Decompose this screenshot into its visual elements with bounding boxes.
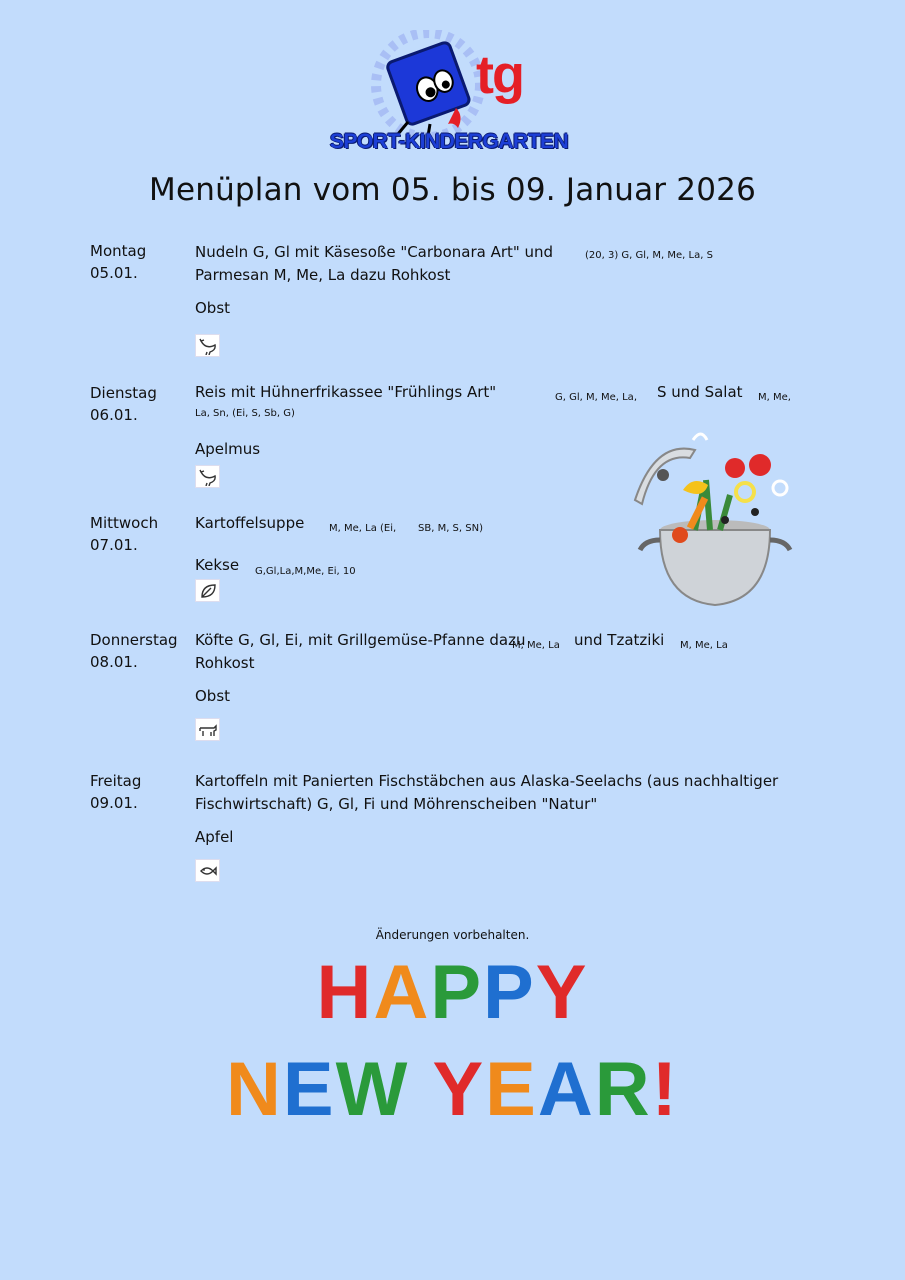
allergen-tuesday: G, Gl, M, Me, La, xyxy=(555,392,637,403)
day-thursday xyxy=(90,629,178,673)
side-thursday: Obst xyxy=(195,687,231,705)
cow-icon xyxy=(195,718,220,741)
leaf-icon xyxy=(195,579,220,602)
meal-thursday-tail: und Tzatziki xyxy=(574,631,665,649)
chicken-icon xyxy=(195,334,220,357)
day-name: Mittwoch xyxy=(90,514,159,532)
greeting-letter: Y xyxy=(432,1047,486,1132)
greeting-letter: E xyxy=(282,1047,336,1132)
allergen-wednesday-side: G,Gl,La,M,Me, Ei, 10 xyxy=(255,566,356,577)
cooking-pot-icon xyxy=(625,420,800,615)
day-date: 07.01. xyxy=(90,536,138,554)
meal-thursday-line1: Köfte G, Gl, Ei, mit Grillgemüse-Pfanne dazu xyxy=(195,631,526,649)
allergen-tuesday-line2: La, Sn, (Ei, S, Sb, G) xyxy=(195,408,295,419)
meal-friday-line2: Fischwirtschaft) G, Gl, Fi und Möhrenscheiben "Natur" xyxy=(195,795,598,813)
meal-tuesday-line1: Reis mit Hühnerfrikassee "Frühlings Art" xyxy=(195,383,497,401)
greeting-letter: R xyxy=(594,1047,652,1132)
greeting-letter: N xyxy=(226,1047,283,1132)
day-friday xyxy=(90,770,141,814)
day-name: Freitag xyxy=(90,772,142,790)
greeting-letter: W xyxy=(335,1047,410,1132)
greeting-letter: Y xyxy=(535,950,589,1035)
fish-icon xyxy=(195,859,220,882)
meal-text: Nudeln G, Gl mit Käsesoße "Carbonara Art" und xyxy=(195,243,554,261)
meal-friday-line1: Kartoffeln mit Panierten Fischstäbchen aus Alaska-Seelachs (aus nachhaltiger xyxy=(195,772,779,790)
greeting-letter: H xyxy=(316,950,374,1035)
side-monday: Obst xyxy=(195,299,231,317)
meal-monday-line1 xyxy=(195,241,553,264)
allergen-wednesday-2: SB, M, S, SN) xyxy=(418,523,483,534)
day-name: Dienstag xyxy=(90,384,157,402)
day-date: 08.01. xyxy=(90,653,138,671)
side-wednesday: Kekse xyxy=(195,556,240,574)
greeting-letter: A xyxy=(373,950,431,1035)
page-title: Menüplan vom 05. bis 09. Januar 2026 xyxy=(149,172,756,208)
day-date: 06.01. xyxy=(90,406,138,424)
greeting-letter: E xyxy=(485,1047,538,1132)
allergen-thursday: M, Me, La xyxy=(512,640,560,651)
meal-wednesday-line1: Kartoffelsuppe xyxy=(195,514,305,532)
allergen-thursday-tail: M, Me, La xyxy=(680,640,728,651)
allergen-wednesday: M, Me, La (Ei, xyxy=(329,523,397,534)
side-friday: Apfel xyxy=(195,828,234,846)
greeting-new-year xyxy=(0,1047,905,1132)
greeting-letter: P xyxy=(430,950,484,1035)
greeting-letter: ! xyxy=(651,1047,679,1132)
logo-tg-text: tg xyxy=(476,45,523,105)
day-monday xyxy=(90,240,146,284)
footnote: Änderungen vorbehalten. xyxy=(375,928,530,942)
meal-tuesday-tail: S und Salat xyxy=(657,383,743,401)
allergen-monday: (20, 3) G, Gl, M, Me, La, S xyxy=(585,250,713,261)
chicken-icon xyxy=(195,465,220,488)
greeting-letter: P xyxy=(483,950,536,1035)
day-date: 09.01. xyxy=(90,794,138,812)
greeting-letter: A xyxy=(537,1047,595,1132)
allergen-tuesday-tail: M, Me, xyxy=(758,392,791,403)
day-name: Donnerstag xyxy=(90,631,178,649)
kindergarten-logo xyxy=(318,30,588,158)
meal-monday-line2: Parmesan M, Me, La dazu Rohkost xyxy=(195,266,451,284)
greeting-happy xyxy=(0,950,905,1035)
day-wednesday xyxy=(90,512,158,556)
day-tuesday xyxy=(90,382,157,426)
side-tuesday: Apelmus xyxy=(195,440,261,458)
meal-thursday-line2: Rohkost xyxy=(195,654,255,672)
greeting-space xyxy=(409,1052,432,1128)
day-name: Montag xyxy=(90,242,147,260)
day-date: 05.01. xyxy=(90,264,138,282)
logo-brand-text: SPORT-KINDERGARTEN xyxy=(329,130,569,153)
